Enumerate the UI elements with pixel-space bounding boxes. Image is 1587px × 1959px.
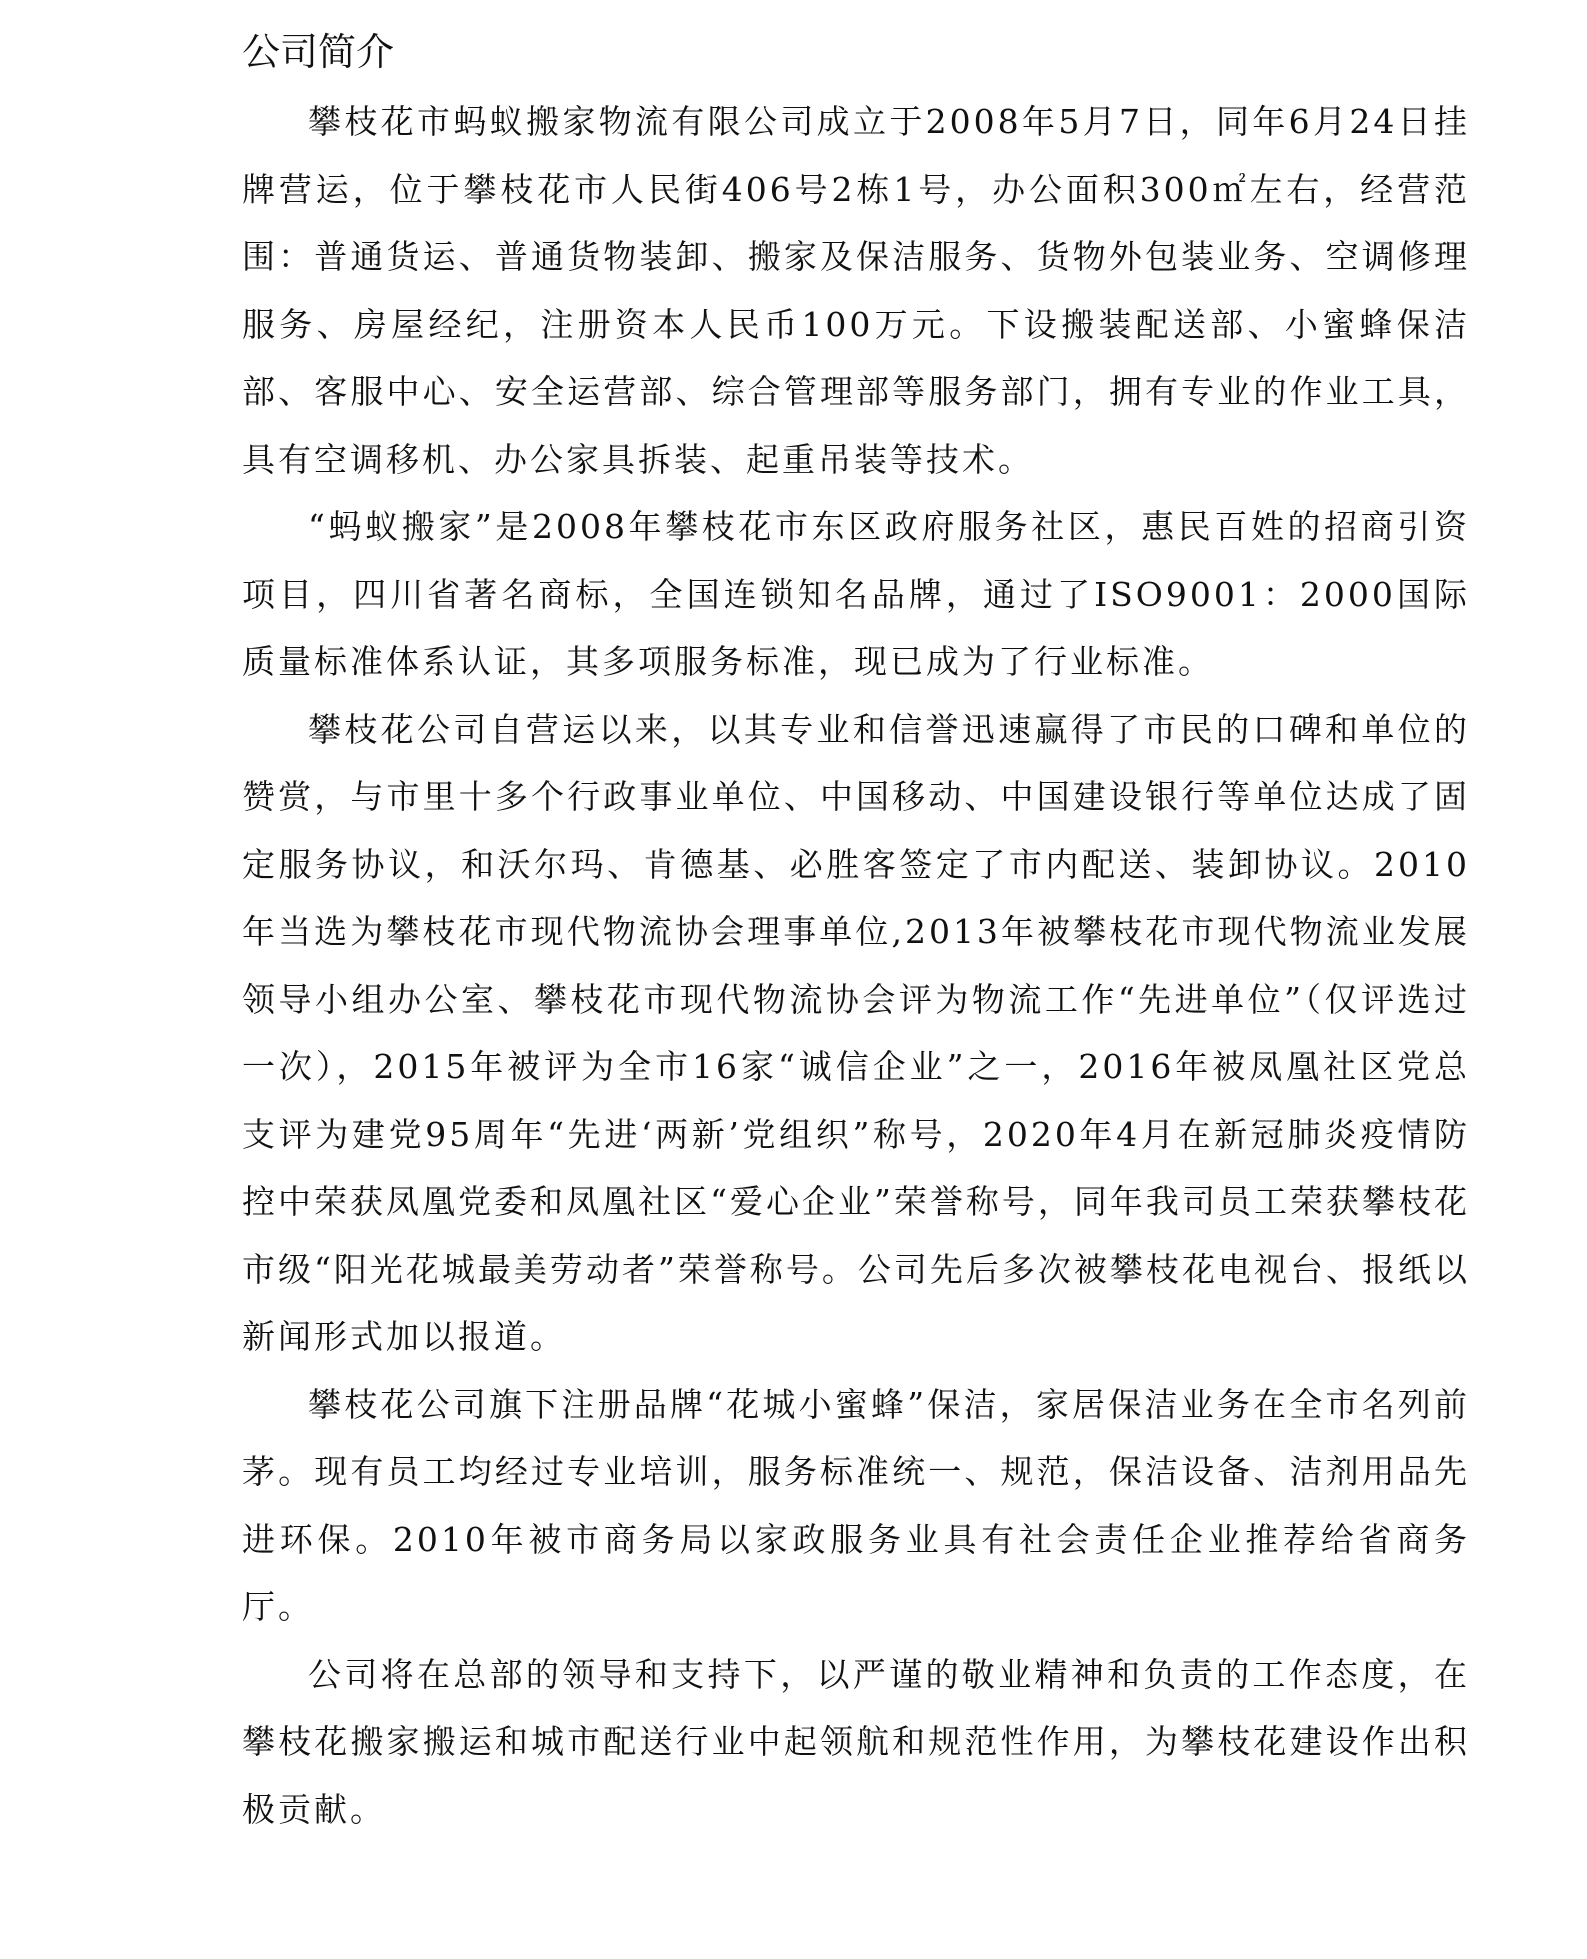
paragraph-company-overview: 攀枝花市蚂蚁搬家物流有限公司成立于2008年5月7日，同年6月24日挂牌营运，位于攀枝花市人民街406号2栋1号，办公面积300㎡左右，经营范围：普通货运、普通货物装卸、搬家及保洁服务、货物外包装业务、空调修理服务、房屋经纪，注册资本人民币100万元。下设搬装配送部、小蜜蜂保洁部、客服中心、安全运营部、综合管理部等服务部门，拥有专业的作业工具，具有空调移机、办公家具拆装、起重吊装等技术。 xyxy=(242,102,1470,479)
paragraph-cleaning-brand: 攀枝花公司旗下注册品牌“花城小蜜蜂”保洁，家居保洁业务在全市名列前茅。现有员工均经过专业培训，服务标准统一、规范，保洁设备、洁剂用品先进环保。2010年被市商务局以家政服务业具有社会责任企业推荐给省商务厅。 xyxy=(242,1384,1470,1626)
paragraph-achievements: 攀枝花公司自营运以来，以其专业和信誉迅速赢得了市民的口碑和单位的赞赏，与市里十多个行政事业单位、中国移动、中国建设银行等单位达成了固定服务协议，和沃尔玛、肯德基、必胜客签定了市内配送、装卸协议。2010年当选为攀枝花市现代物流协会理事单位,2013年被攀枝花市现代物流业发展领导小组办公室、攀枝花市现代物流协会评为物流工作“先进单位”（仅评选过一次），2015年被评为全市16家“诚信企业”之一，2016年被凤凰社区党总支评为建党95周年“先进‘两新’党组织”称号，2020年4月在新冠肺炎疫情防控中荣获凤凰党委和凤凰社区“爱心企业”荣誉称号，同年我司员工荣获攀枝花市级“阳光花城最美劳动者”荣誉称号。公司先后多次被攀枝花电视台、报纸以新闻形式加以报道。 xyxy=(242,709,1470,1356)
paragraph-outlook: 公司将在总部的领导和支持下，以严谨的敬业精神和负责的工作态度，在攀枝花搬家搬运和城市配送行业中起领航和规范性作用，为攀枝花建设作出积极贡献。 xyxy=(242,1654,1470,1829)
page-title: 公司简介 xyxy=(242,30,395,74)
document-body xyxy=(242,88,1470,1843)
paragraph-brand-background: “蚂蚁搬家”是2008年攀枝花市东区政府服务社区，惠民百姓的招商引资项目，四川省著名商标，全国连锁知名品牌，通过了ISO9001：2000国际质量标准体系认证，其多项服务标准，现已成为了行业标准。 xyxy=(242,507,1470,681)
